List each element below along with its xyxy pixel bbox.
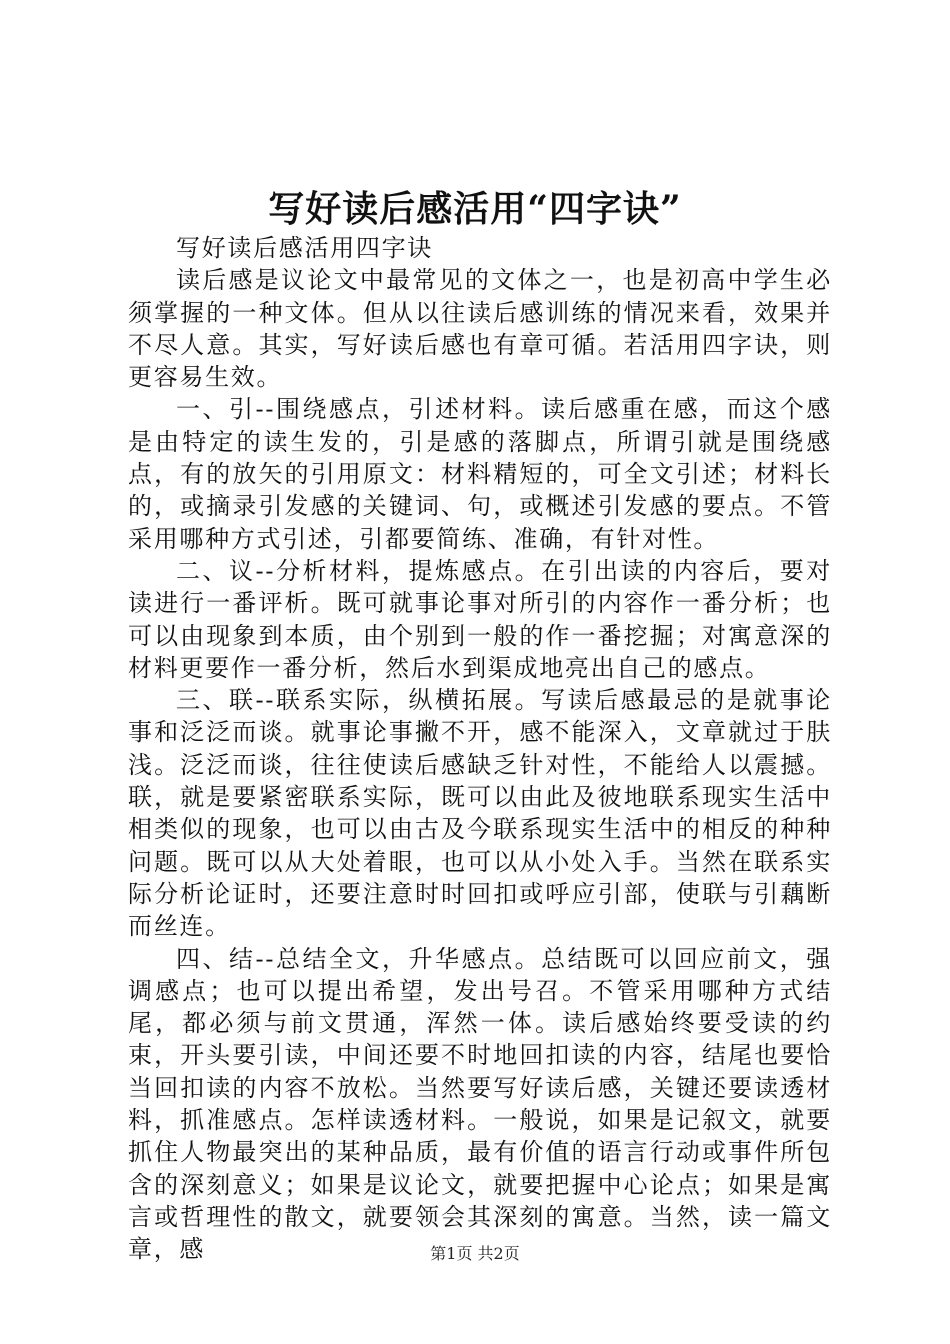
- paragraph-section-3: 三、联--联系实际，纵横拓展。写读后感最忌的是就事论事和泛泛而谈。就事论事撇不开，感不能深入，文章就过于肤浅。泛泛而谈，往往使读后感缺乏针对性，不能给人以震撼。联，就是要紧密联系实际，既可以由此及彼地联系现实生活中相类似的现象，也可以由古及今联系现实生活中的相反的种种问题。既可以从大处着眼，也可以从小处入手。当然在联系实际分析论证时，还要注意时时回扣或呼应引部，使联与引藕断而丝连。: [128, 686, 832, 941]
- paragraph-section-2: 二、议--分析材料，提炼感点。在引出读的内容后，要对读进行一番评析。既可就事论事对所引的内容作一番分析；也可以由现象到本质，由个别到一般的作一番挖掘；对寓意深的材料更要作一番分析，然后水到渠成地亮出自己的感点。: [128, 556, 832, 682]
- paragraph-subtitle: 写好读后感活用四字诀: [176, 234, 433, 262]
- paragraph-section-1: 一、引--围绕感点，引述材料。读后感重在感，而这个感是由特定的读生发的，引是感的落脚点，所谓引就是围绕感点，有的放矢的引用原文：材料精短的，可全文引述；材料长的，或摘录引发感的关键词、句，或概述引发感的要点。不管采用哪种方式引述，引都要简练、准确，有针对性。: [128, 395, 832, 553]
- page-footer: 第1页 共2页: [430, 1244, 520, 1263]
- paragraph-intro: 读后感是议论文中最常见的文体之一，也是初高中学生必须掌握的一种文体。但从以往读后感训练的情况来看，效果并不尽人意。其实，写好读后感也有章可循。若活用四字诀，则更容易生效。: [128, 266, 832, 392]
- document-title: 写好读后感活用“四字诀”: [268, 188, 682, 230]
- paragraph-section-4: 四、结--总结全文，升华感点。总结既可以回应前文，强调感点；也可以提出希望，发出号召。不管采用哪种方式结尾，都必须与前文贯通，浑然一体。读后感始终要受读的约束，开头要引读，中间还要不时地回扣读的内容，结尾也要恰当回扣读的内容不放松。当然要写好读后感，关键还要读透材料，抓准感点。怎样读透材料。一般说，如果是记叙文，就要抓住人物最突出的某种品质，最有价值的语言行动或事件所包含的深刻意义；如果是议论文，就要把握中心论点；如果是寓言或哲理性的散文，就要领会其深刻的寓意。当然，读一篇文章，感: [128, 944, 832, 1264]
- document-body: [128, 232, 832, 1266]
